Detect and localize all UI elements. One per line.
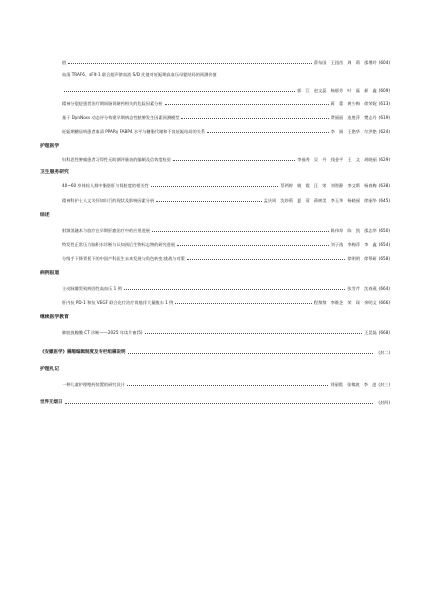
leader-dots — [156, 201, 262, 202]
page-number: (668) — [378, 329, 390, 335]
section-heading: 综述 — [40, 213, 50, 218]
page-number: (629) — [378, 156, 390, 162]
authors: 刘丽霞 张樟波 李 凌 — [330, 381, 377, 387]
authors: 李福秀 吴 丹 钱金平 王 文 胡晓丽 — [297, 156, 377, 162]
page-number: (666) — [378, 299, 390, 305]
authors: 薛东国 王纽茁 周 莉 邵增玲 — [313, 59, 377, 65]
entry-title: 主动脉瓣窦致病固性高血压 1 例 — [62, 285, 122, 291]
page-number: (609) — [378, 87, 390, 93]
leader-dots — [175, 303, 312, 304]
entry-title: 一种儿童护理喂药装置的研究设计 — [62, 381, 125, 387]
entry-title: 射频消融术与放疗在早期肝癌治疗中的应用进展 — [62, 227, 150, 233]
entry-title: 世界无烟日 — [40, 399, 63, 405]
page-number: (613) — [378, 100, 390, 106]
section-heading: 病例报道 — [40, 271, 60, 276]
page-number: (645) — [378, 197, 390, 203]
authors: 刘子逸 李梅萍 李 鑫 — [330, 241, 377, 247]
authors: 郭 江 赵文蕊 杨郁芳 叶 磊 郝 鑫 — [297, 87, 377, 93]
leader-dots — [127, 385, 328, 386]
leader-dots — [124, 289, 346, 290]
entry-title: 肺脏放腺膜 CT 诊断——2025 年读片窗(5) — [62, 329, 143, 335]
entry-title: 特发性正常压力脑积水诊断与认知预后生物标志物的研究进展 — [62, 241, 176, 247]
leader-dots — [207, 132, 329, 133]
authors: 王晃磊 — [364, 329, 377, 335]
page-number: (封四) — [378, 399, 390, 405]
page-number: (664) — [378, 285, 390, 291]
section-heading: 护理医学 — [40, 144, 60, 149]
page-number: (658) — [378, 255, 390, 261]
leader-dots — [65, 403, 374, 404]
section-heading: 继续医学教育 — [40, 315, 69, 320]
leader-dots — [187, 259, 346, 260]
page-number: (封三) — [378, 381, 390, 387]
entry-title: 妊娠期糖尿病患者血清 PPARγ FABP4 水平与糖脂代谢和不良妊娠结局的关系 — [62, 128, 206, 134]
authors: 徐明明 徐慕研 — [347, 255, 377, 261]
entry-title: 精神科护士人文关怀知识行的现状及影响因素分析 — [62, 197, 155, 203]
page-number: (604) — [378, 59, 390, 65]
entry-title: 40~60 岁体检人群中脂肪肝与肾脏度的相关性 — [62, 182, 149, 188]
section-heading: 卫生服务研究 — [40, 170, 69, 175]
page-number: (619) — [378, 114, 390, 120]
authors: 张雪芹 沈春燕 — [347, 285, 377, 291]
leader-dots — [173, 160, 295, 161]
page-number: (638) — [378, 182, 390, 188]
entry-title: 基于 DynNoss 动态评分构建早期病态性脓肿发生因素预测模型 — [62, 114, 180, 120]
entry-title: 值 — [62, 59, 67, 65]
authors: 孟庆周 沈妙莉 夏 蓉 蒋树美 李玉华 杨晓丽 徐丽华 — [263, 197, 377, 203]
page-number: (封二) — [378, 349, 390, 355]
leader-dots — [165, 104, 329, 105]
entry-title: 血清 TRAF6、sFlt-1 联合超声脐血流 S/D 比值对妊娠期高血压母婴结局的预测价值 — [62, 71, 217, 77]
leader-dots — [68, 63, 312, 64]
entry-title: 肝内抗 PD-1 和抗 VEGF 联合化疗治疗胃癌伴大量腹水 1 例 — [62, 299, 174, 305]
authors: 蔡两婷 姚 霞 汪 荣 刘智静 李文斯 杨春梅 — [280, 182, 377, 188]
entry-title: 妇科恶性肿瘤患者习得性无助测评量表的编制及信效度检验 — [62, 156, 171, 162]
leader-dots — [64, 91, 295, 92]
page-number: (624) — [378, 128, 390, 134]
leader-dots — [152, 231, 329, 232]
entry-title: 分级手下降背景下的中国产科医生未来发展与角色转变:挑战与对策 — [62, 255, 185, 261]
authors: 李 娟 王艳华 尔洪艳 — [330, 128, 377, 134]
authors: 蒋 蕾 黄少梅 徐荣妮 — [330, 100, 377, 106]
entry-title: 精神分裂症患者治疗期间肠胃耐药相关的危险因素分析 — [62, 100, 163, 106]
leader-dots — [128, 353, 374, 354]
authors: 陈伟寿 陈 凯 邵志华 — [330, 227, 377, 233]
leader-dots — [151, 186, 279, 187]
leader-dots — [177, 245, 329, 246]
leader-dots — [181, 118, 328, 119]
authors: 费丽丽 连胜萍 樊志丹 — [330, 114, 377, 120]
page-number: (650) — [378, 227, 390, 233]
entry-title: 《安徽医学》稿缩编辑制度及专栏组稿说明 — [40, 349, 126, 355]
page-number: (654) — [378, 241, 390, 247]
leader-dots — [145, 333, 363, 334]
authors: 程黎黎 李维芝 荣 琛 余明文 — [313, 299, 377, 305]
section-heading: 护理札记 — [40, 367, 60, 372]
